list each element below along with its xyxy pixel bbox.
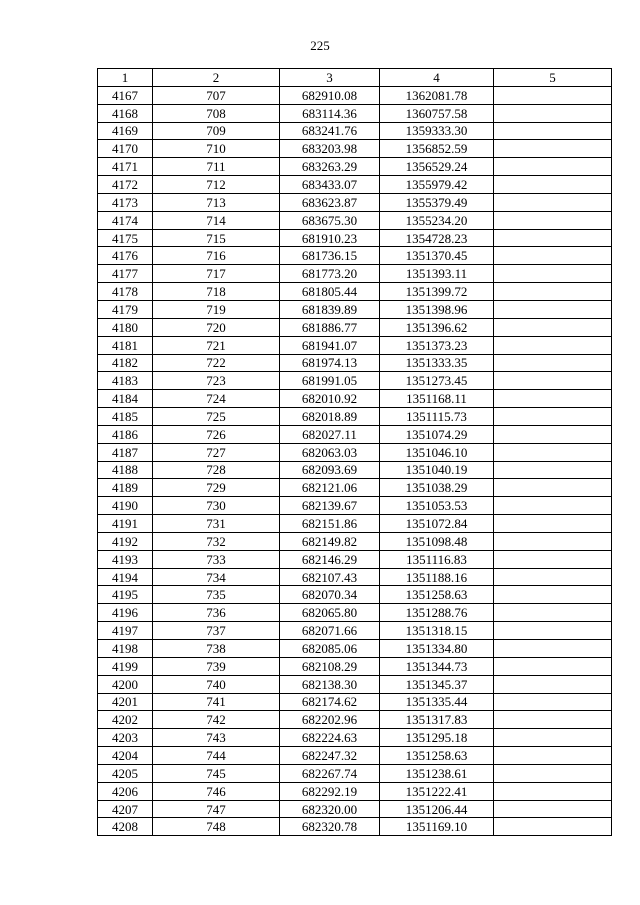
point-number-cell: 742	[153, 711, 280, 729]
x-coordinate-cell: 683263.29	[280, 158, 380, 176]
x-coordinate-cell: 683241.76	[280, 122, 380, 140]
point-id-cell: 4195	[98, 586, 153, 604]
y-coordinate-cell: 1351399.72	[380, 283, 494, 301]
note-cell	[494, 229, 612, 247]
note-cell	[494, 372, 612, 390]
y-coordinate-cell: 1351074.29	[380, 425, 494, 443]
y-coordinate-cell: 1356852.59	[380, 140, 494, 158]
x-coordinate-cell: 681805.44	[280, 283, 380, 301]
point-id-cell: 4172	[98, 176, 153, 194]
x-coordinate-cell: 682121.06	[280, 479, 380, 497]
point-id-cell: 4173	[98, 193, 153, 211]
point-number-cell: 743	[153, 729, 280, 747]
point-id-cell: 4202	[98, 711, 153, 729]
note-cell	[494, 729, 612, 747]
table-row	[98, 818, 612, 836]
point-number-cell: 737	[153, 622, 280, 640]
point-id-cell: 4186	[98, 425, 153, 443]
note-cell	[494, 176, 612, 194]
y-coordinate-cell: 1351222.41	[380, 782, 494, 800]
y-coordinate-cell: 1354728.23	[380, 229, 494, 247]
table-row	[98, 764, 612, 782]
point-number-cell: 745	[153, 764, 280, 782]
point-id-cell: 4189	[98, 479, 153, 497]
table-row	[98, 604, 612, 622]
point-number-cell: 744	[153, 747, 280, 765]
y-coordinate-cell: 1351370.45	[380, 247, 494, 265]
table-row	[98, 515, 612, 533]
y-coordinate-cell: 1355379.49	[380, 193, 494, 211]
note-cell	[494, 622, 612, 640]
table-row	[98, 693, 612, 711]
note-cell	[494, 657, 612, 675]
y-coordinate-cell: 1351053.53	[380, 497, 494, 515]
table-row	[98, 657, 612, 675]
y-coordinate-cell: 1351169.10	[380, 818, 494, 836]
point-number-cell: 726	[153, 425, 280, 443]
table-row	[98, 729, 612, 747]
x-coordinate-cell: 682151.86	[280, 515, 380, 533]
x-coordinate-cell: 681941.07	[280, 336, 380, 354]
y-coordinate-cell: 1351188.16	[380, 568, 494, 586]
point-number-cell: 709	[153, 122, 280, 140]
table-row	[98, 532, 612, 550]
point-id-cell: 4205	[98, 764, 153, 782]
table-row	[98, 479, 612, 497]
x-coordinate-cell: 682910.08	[280, 86, 380, 104]
point-number-cell: 725	[153, 408, 280, 426]
x-coordinate-cell: 682139.67	[280, 497, 380, 515]
column-header-1: 1	[98, 69, 153, 87]
x-coordinate-cell: 681991.05	[280, 372, 380, 390]
point-id-cell: 4169	[98, 122, 153, 140]
point-id-cell: 4171	[98, 158, 153, 176]
x-coordinate-cell: 683623.87	[280, 193, 380, 211]
header-row	[98, 69, 612, 87]
x-coordinate-cell: 682320.00	[280, 800, 380, 818]
point-id-cell: 4177	[98, 265, 153, 283]
table-header	[98, 69, 612, 87]
note-cell	[494, 479, 612, 497]
table-row	[98, 336, 612, 354]
table-row	[98, 229, 612, 247]
note-cell	[494, 247, 612, 265]
y-coordinate-cell: 1351345.37	[380, 675, 494, 693]
note-cell	[494, 193, 612, 211]
table-row	[98, 497, 612, 515]
note-cell	[494, 568, 612, 586]
table-row	[98, 104, 612, 122]
note-cell	[494, 532, 612, 550]
table-row	[98, 586, 612, 604]
point-id-cell: 4168	[98, 104, 153, 122]
x-coordinate-cell: 682063.03	[280, 443, 380, 461]
point-number-cell: 716	[153, 247, 280, 265]
point-id-cell: 4199	[98, 657, 153, 675]
point-number-cell: 728	[153, 461, 280, 479]
point-number-cell: 714	[153, 211, 280, 229]
coordinates-table	[97, 68, 612, 836]
x-coordinate-cell: 683203.98	[280, 140, 380, 158]
table-row	[98, 675, 612, 693]
x-coordinate-cell: 682138.30	[280, 675, 380, 693]
x-coordinate-cell: 682108.29	[280, 657, 380, 675]
point-id-cell: 4181	[98, 336, 153, 354]
y-coordinate-cell: 1351046.10	[380, 443, 494, 461]
point-id-cell: 4198	[98, 640, 153, 658]
point-number-cell: 722	[153, 354, 280, 372]
table-row	[98, 318, 612, 336]
y-coordinate-cell: 1351317.83	[380, 711, 494, 729]
y-coordinate-cell: 1351116.83	[380, 550, 494, 568]
point-id-cell: 4204	[98, 747, 153, 765]
y-coordinate-cell: 1351115.73	[380, 408, 494, 426]
point-number-cell: 739	[153, 657, 280, 675]
note-cell	[494, 390, 612, 408]
point-id-cell: 4167	[98, 86, 153, 104]
point-number-cell: 727	[153, 443, 280, 461]
note-cell	[494, 461, 612, 479]
point-number-cell: 735	[153, 586, 280, 604]
table-row	[98, 711, 612, 729]
point-id-cell: 4180	[98, 318, 153, 336]
table-row	[98, 568, 612, 586]
note-cell	[494, 354, 612, 372]
x-coordinate-cell: 682146.29	[280, 550, 380, 568]
point-number-cell: 730	[153, 497, 280, 515]
x-coordinate-cell: 682149.82	[280, 532, 380, 550]
point-id-cell: 4190	[98, 497, 153, 515]
x-coordinate-cell: 681974.13	[280, 354, 380, 372]
x-coordinate-cell: 681886.77	[280, 318, 380, 336]
y-coordinate-cell: 1351168.11	[380, 390, 494, 408]
point-id-cell: 4179	[98, 300, 153, 318]
point-number-cell: 719	[153, 300, 280, 318]
x-coordinate-cell: 682174.62	[280, 693, 380, 711]
table-row	[98, 283, 612, 301]
table-body	[98, 86, 612, 835]
point-number-cell: 718	[153, 283, 280, 301]
point-number-cell: 717	[153, 265, 280, 283]
note-cell	[494, 122, 612, 140]
note-cell	[494, 693, 612, 711]
point-number-cell: 736	[153, 604, 280, 622]
column-header-3: 3	[280, 69, 380, 87]
y-coordinate-cell: 1356529.24	[380, 158, 494, 176]
point-number-cell: 713	[153, 193, 280, 211]
point-id-cell: 4170	[98, 140, 153, 158]
note-cell	[494, 158, 612, 176]
x-coordinate-cell: 682224.63	[280, 729, 380, 747]
table-row	[98, 265, 612, 283]
note-cell	[494, 711, 612, 729]
x-coordinate-cell: 682070.34	[280, 586, 380, 604]
y-coordinate-cell: 1351335.44	[380, 693, 494, 711]
note-cell	[494, 515, 612, 533]
point-id-cell: 4174	[98, 211, 153, 229]
x-coordinate-cell: 682093.69	[280, 461, 380, 479]
x-coordinate-cell: 682027.11	[280, 425, 380, 443]
point-id-cell: 4187	[98, 443, 153, 461]
point-number-cell: 738	[153, 640, 280, 658]
note-cell	[494, 408, 612, 426]
note-cell	[494, 818, 612, 836]
point-id-cell: 4194	[98, 568, 153, 586]
table-row	[98, 390, 612, 408]
y-coordinate-cell: 1351038.29	[380, 479, 494, 497]
x-coordinate-cell: 682202.96	[280, 711, 380, 729]
y-coordinate-cell: 1351295.18	[380, 729, 494, 747]
point-id-cell: 4178	[98, 283, 153, 301]
point-id-cell: 4208	[98, 818, 153, 836]
table-row	[98, 86, 612, 104]
point-id-cell: 4192	[98, 532, 153, 550]
note-cell	[494, 550, 612, 568]
y-coordinate-cell: 1351398.96	[380, 300, 494, 318]
point-number-cell: 733	[153, 550, 280, 568]
point-id-cell: 4182	[98, 354, 153, 372]
point-id-cell: 4185	[98, 408, 153, 426]
table-row	[98, 782, 612, 800]
table-row	[98, 408, 612, 426]
y-coordinate-cell: 1351333.35	[380, 354, 494, 372]
point-id-cell: 4184	[98, 390, 153, 408]
y-coordinate-cell: 1351258.63	[380, 586, 494, 604]
point-number-cell: 741	[153, 693, 280, 711]
point-number-cell: 734	[153, 568, 280, 586]
note-cell	[494, 86, 612, 104]
y-coordinate-cell: 1351373.23	[380, 336, 494, 354]
point-id-cell: 4201	[98, 693, 153, 711]
point-id-cell: 4188	[98, 461, 153, 479]
point-number-cell: 748	[153, 818, 280, 836]
note-cell	[494, 265, 612, 283]
x-coordinate-cell: 683675.30	[280, 211, 380, 229]
x-coordinate-cell: 682071.66	[280, 622, 380, 640]
table-row	[98, 550, 612, 568]
point-number-cell: 723	[153, 372, 280, 390]
y-coordinate-cell: 1351258.63	[380, 747, 494, 765]
x-coordinate-cell: 681773.20	[280, 265, 380, 283]
note-cell	[494, 425, 612, 443]
x-coordinate-cell: 681839.89	[280, 300, 380, 318]
y-coordinate-cell: 1351072.84	[380, 515, 494, 533]
point-number-cell: 746	[153, 782, 280, 800]
y-coordinate-cell: 1351040.19	[380, 461, 494, 479]
y-coordinate-cell: 1351318.15	[380, 622, 494, 640]
note-cell	[494, 211, 612, 229]
table-row	[98, 640, 612, 658]
point-number-cell: 747	[153, 800, 280, 818]
y-coordinate-cell: 1351344.73	[380, 657, 494, 675]
point-number-cell: 707	[153, 86, 280, 104]
y-coordinate-cell: 1362081.78	[380, 86, 494, 104]
point-number-cell: 715	[153, 229, 280, 247]
note-cell	[494, 800, 612, 818]
point-number-cell: 724	[153, 390, 280, 408]
table-row	[98, 443, 612, 461]
point-number-cell: 711	[153, 158, 280, 176]
x-coordinate-cell: 683433.07	[280, 176, 380, 194]
note-cell	[494, 782, 612, 800]
column-header-4: 4	[380, 69, 494, 87]
y-coordinate-cell: 1359333.30	[380, 122, 494, 140]
note-cell	[494, 336, 612, 354]
table-row	[98, 372, 612, 390]
point-id-cell: 4197	[98, 622, 153, 640]
point-number-cell: 729	[153, 479, 280, 497]
table-row	[98, 461, 612, 479]
point-number-cell: 720	[153, 318, 280, 336]
table-row	[98, 425, 612, 443]
note-cell	[494, 443, 612, 461]
point-number-cell: 732	[153, 532, 280, 550]
table-row	[98, 354, 612, 372]
y-coordinate-cell: 1355979.42	[380, 176, 494, 194]
point-id-cell: 4175	[98, 229, 153, 247]
note-cell	[494, 747, 612, 765]
y-coordinate-cell: 1355234.20	[380, 211, 494, 229]
x-coordinate-cell: 682018.89	[280, 408, 380, 426]
point-number-cell: 731	[153, 515, 280, 533]
x-coordinate-cell: 681736.15	[280, 247, 380, 265]
point-id-cell: 4176	[98, 247, 153, 265]
point-id-cell: 4193	[98, 550, 153, 568]
column-header-2: 2	[153, 69, 280, 87]
x-coordinate-cell: 682010.92	[280, 390, 380, 408]
column-header-5: 5	[494, 69, 612, 87]
table-row	[98, 300, 612, 318]
y-coordinate-cell: 1351206.44	[380, 800, 494, 818]
note-cell	[494, 318, 612, 336]
point-number-cell: 712	[153, 176, 280, 194]
table-row	[98, 622, 612, 640]
table-row	[98, 211, 612, 229]
point-id-cell: 4183	[98, 372, 153, 390]
table-row	[98, 176, 612, 194]
x-coordinate-cell: 682292.19	[280, 782, 380, 800]
note-cell	[494, 764, 612, 782]
note-cell	[494, 604, 612, 622]
y-coordinate-cell: 1351098.48	[380, 532, 494, 550]
table-row	[98, 247, 612, 265]
point-number-cell: 708	[153, 104, 280, 122]
y-coordinate-cell: 1351334.80	[380, 640, 494, 658]
note-cell	[494, 675, 612, 693]
page-number: 225	[310, 38, 330, 53]
point-number-cell: 710	[153, 140, 280, 158]
table-row	[98, 193, 612, 211]
x-coordinate-cell: 682085.06	[280, 640, 380, 658]
table-row	[98, 800, 612, 818]
table-row	[98, 140, 612, 158]
x-coordinate-cell: 682065.80	[280, 604, 380, 622]
point-id-cell: 4200	[98, 675, 153, 693]
x-coordinate-cell: 682267.74	[280, 764, 380, 782]
y-coordinate-cell: 1351393.11	[380, 265, 494, 283]
note-cell	[494, 140, 612, 158]
note-cell	[494, 104, 612, 122]
note-cell	[494, 497, 612, 515]
point-id-cell: 4191	[98, 515, 153, 533]
y-coordinate-cell: 1351288.76	[380, 604, 494, 622]
x-coordinate-cell: 682320.78	[280, 818, 380, 836]
note-cell	[494, 640, 612, 658]
point-number-cell: 740	[153, 675, 280, 693]
note-cell	[494, 586, 612, 604]
point-number-cell: 721	[153, 336, 280, 354]
y-coordinate-cell: 1360757.58	[380, 104, 494, 122]
x-coordinate-cell: 683114.36	[280, 104, 380, 122]
point-id-cell: 4196	[98, 604, 153, 622]
table-row	[98, 122, 612, 140]
x-coordinate-cell: 681910.23	[280, 229, 380, 247]
point-id-cell: 4203	[98, 729, 153, 747]
table-row	[98, 158, 612, 176]
note-cell	[494, 283, 612, 301]
point-id-cell: 4207	[98, 800, 153, 818]
y-coordinate-cell: 1351273.45	[380, 372, 494, 390]
x-coordinate-cell: 682107.43	[280, 568, 380, 586]
x-coordinate-cell: 682247.32	[280, 747, 380, 765]
table-row	[98, 747, 612, 765]
point-id-cell: 4206	[98, 782, 153, 800]
y-coordinate-cell: 1351396.62	[380, 318, 494, 336]
note-cell	[494, 300, 612, 318]
y-coordinate-cell: 1351238.61	[380, 764, 494, 782]
